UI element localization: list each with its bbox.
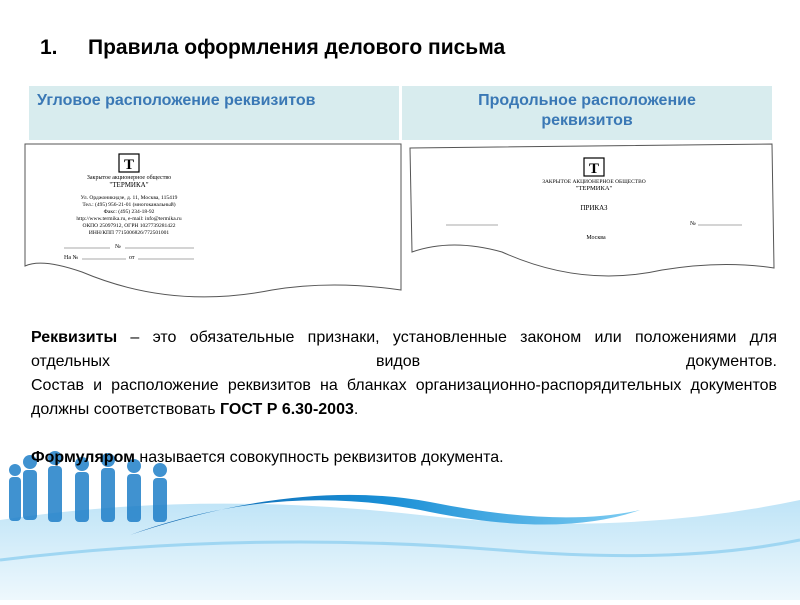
- longitudinal-doc-type: ПРИКАЗ: [580, 204, 608, 212]
- definition-requisites: – это обязательные признаки, установленные законом или положениями для отдельных видов документов.: [31, 329, 777, 370]
- corner-inn: ИНН/КПП 7715006826/772501001: [88, 230, 170, 236]
- corner-okpo: ОКПО 25097912, ОГРН 1027739281422: [82, 223, 176, 229]
- corner-phone: Тел.: (495) 956-21-01 (многоканальный): [82, 202, 176, 208]
- title-number: 1.: [40, 36, 58, 59]
- paragraph-formular: [31, 446, 777, 470]
- title-text: Правила оформления делового письма: [88, 36, 506, 59]
- corner-ref-label: На №: [64, 255, 79, 261]
- corner-fax: Факс: (495) 234-18-92: [103, 209, 155, 215]
- longitudinal-logo-icon: [584, 158, 604, 177]
- paragraph-requisites: [31, 326, 777, 374]
- longitudinal-org-name: "ТЕРМИКА": [575, 185, 613, 192]
- page-title: [40, 36, 505, 60]
- term-requisites: Реквизиты: [31, 329, 118, 346]
- header-corner-layout: [29, 86, 399, 140]
- definition-formular: называется совокупность реквизитов документа.: [134, 449, 504, 466]
- document-samples: [22, 140, 778, 310]
- document-samples-svg: [22, 140, 778, 310]
- gost-reference: ГОСТ Р 6.30-2003: [220, 401, 354, 418]
- corner-web: http://www.termika.ru, e-mail: info@termika.ru: [76, 216, 182, 222]
- corner-from-label: от: [129, 255, 135, 261]
- header-longitudinal-layout: [402, 86, 772, 140]
- header-corner-label: Угловое расположение реквизитов: [37, 92, 316, 109]
- corner-num-label: №: [115, 244, 121, 250]
- longitudinal-city: Москва: [586, 235, 606, 241]
- svg-text:T: T: [588, 161, 600, 177]
- longitudinal-org-full: ЗАКРЫТОЕ АКЦИОНЕРНОЕ ОБЩЕСТВО: [542, 179, 646, 185]
- corner-org-name: "ТЕРМИКА": [109, 181, 149, 189]
- svg-text:T: T: [123, 157, 135, 173]
- term-formular: Формуляром: [31, 449, 135, 466]
- body-text: [31, 326, 777, 470]
- gost-text-start: Состав и расположение реквизитов на бланках организационно-распорядительных документов должны соответствовать: [31, 377, 777, 418]
- header-longitudinal-label: Продольное расположение реквизитов: [478, 92, 696, 129]
- corner-address: Ул. Орджоникидзе, д. 11, Москва, 115419: [80, 195, 178, 201]
- gost-text-end: .: [353, 401, 359, 418]
- paragraph-gost: [31, 374, 777, 422]
- corner-logo-icon: [119, 154, 139, 173]
- longitudinal-num-label: №: [690, 221, 696, 227]
- corner-org-type: Закрытое акционерное общество: [86, 175, 172, 181]
